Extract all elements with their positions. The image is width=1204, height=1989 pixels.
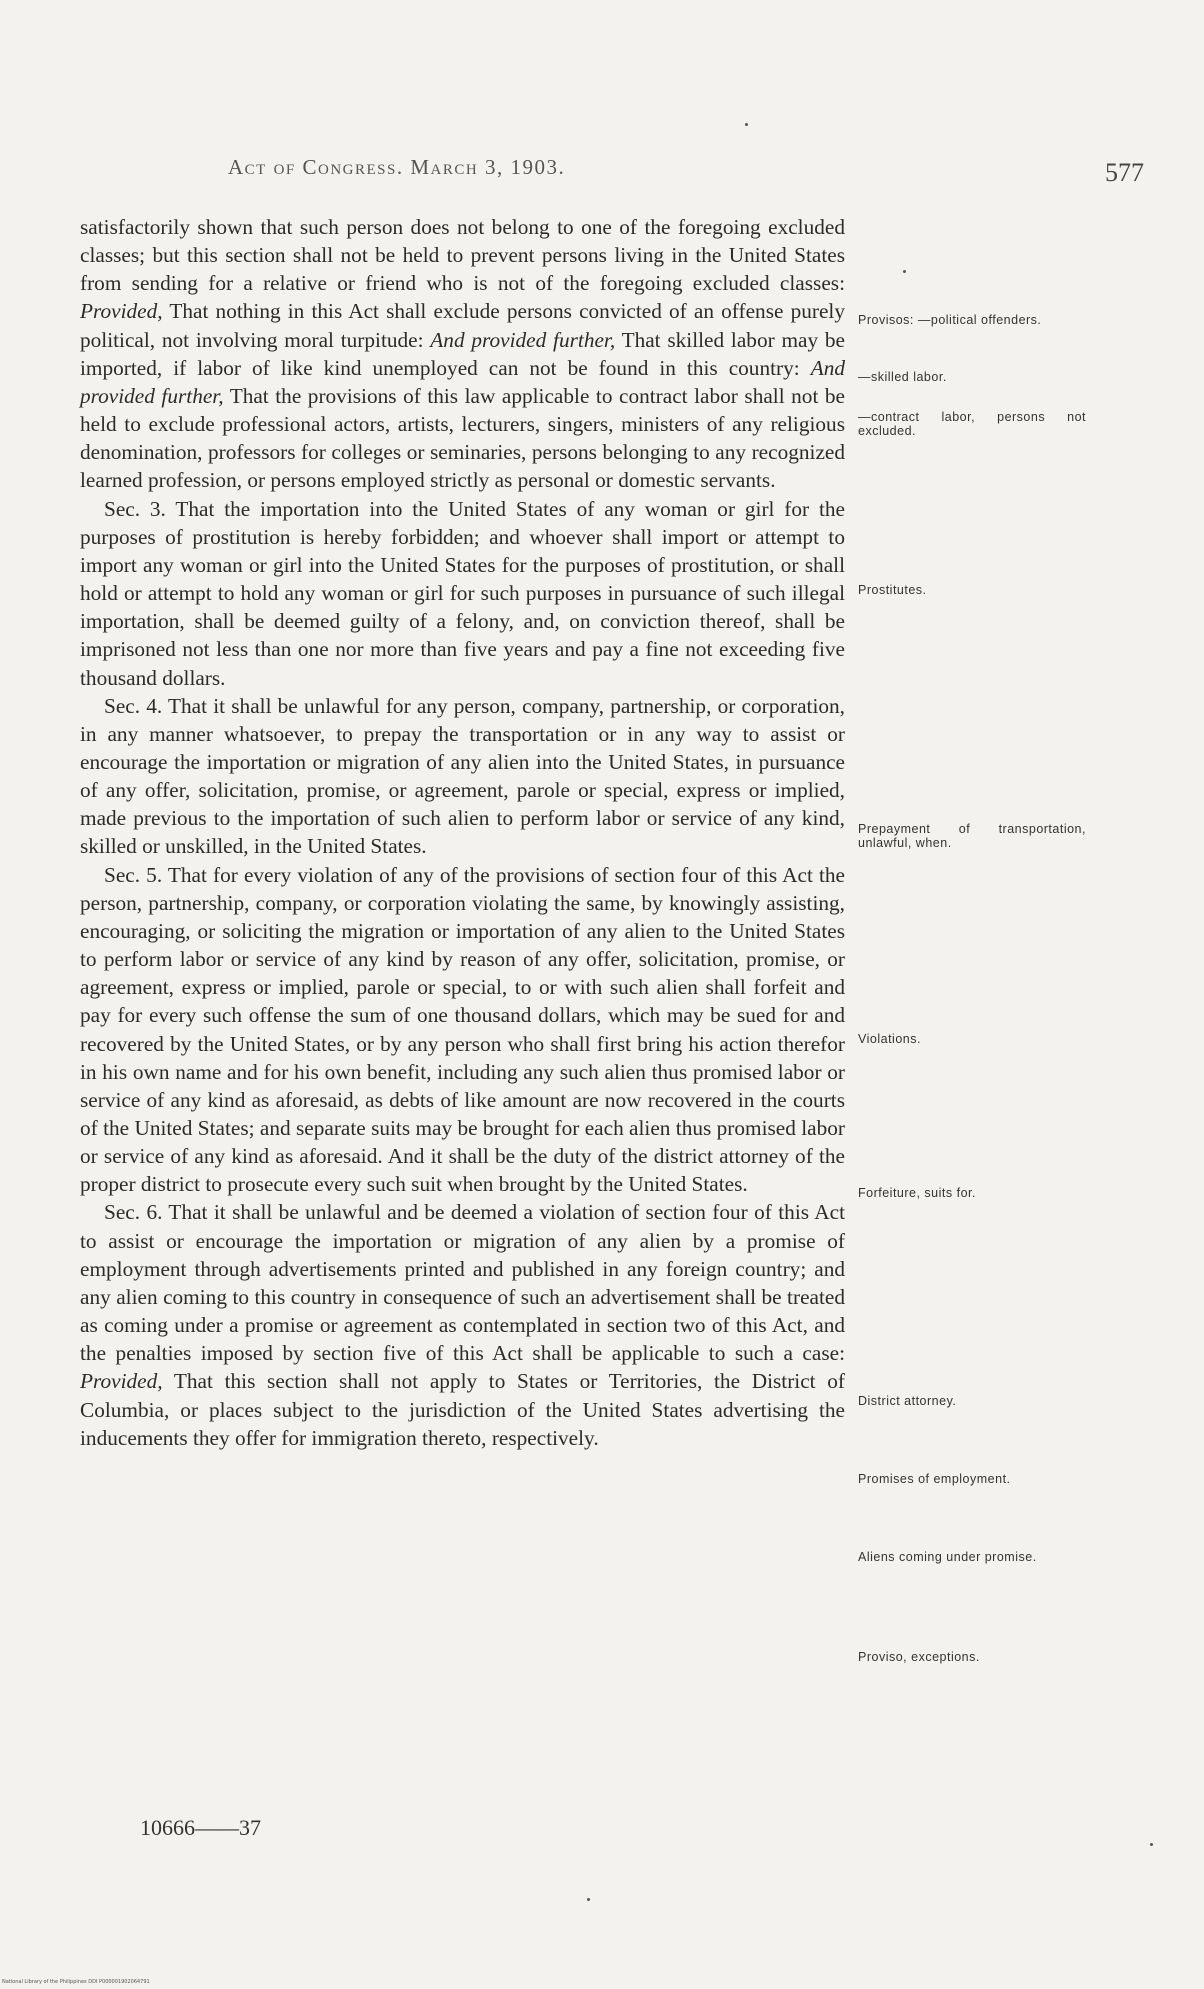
paragraph-provisos: satisfactorily shown that such person does not belong to one of the foregoing excluded classes; but this section shall not be held to prevent persons living in the United States from sending for a relative or friend who is not of the foregoing excluded classes: Provided, That nothing in this Act shall exclude persons convicted of an offense purely political, not involving moral turpitude: And provided further, That skilled labor may be imported, if labor of like kind unemployed can not be found in this country: And provided further, That the provisions of this law applicable to contract labor shall not be held to exclude professional actors, artists, lecturers, singers, ministers of any religious denomination, professors for colleges or seminaries, persons belonging to any recognized learned profession, or persons employed strictly as personal or domestic servants. [80,215,845,493]
margin-note-forfeiture: Forfeiture, suits for. [858,1186,976,1200]
section-4: Sec. 4. That it shall be unlawful for any person, company, partnership, or corporation, in any manner whatsoever, to prepay the transportation or in any way to assist or encourage the importation or migration of any alien into the United States, in pursuance of any offer, solicitation, promise, or agreement, parole or special, express or implied, made previous to the importation of such alien to perform labor or service of any kind, skilled or unskilled, in the United States. [80,693,845,859]
speck [745,123,748,126]
section-5: Sec. 5. That for every violation of any of the provisions of section four of this Act the person, partnership, company, or corporation violating the same, by knowingly assisting, encouraging, or soliciting the migration or importation of any alien to the United States to perform labor or service of any kind by reason of any offer, solicitation, promise, or agreement, express or implied, parole or special, to or with such alien shall forfeit and pay for every such offense the sum of one thousand dollars, which may be sued for and recovered by the United States, or by any person who shall first bring his action therefor in his own name and for his own benefit, including any such alien thus promised labor or service of any kind as aforesaid, as debts of like amount are now recovered in the courts of the United States; and separate suits may be brought for each alien thus promised labor or service of any kind as aforesaid. And it shall be the duty of the district attorney of the proper district to prosecute every such suit when brought by the United States. [80,862,845,1197]
margin-note-skilled-labor: —skilled labor. [858,370,947,384]
margin-note-promises: Promises of employment. [858,1472,1011,1486]
page-number: 577 [1105,158,1144,187]
margin-note-proviso-exceptions: Proviso, exceptions. [858,1650,980,1664]
speck [1150,1843,1153,1846]
margin-note-district-attorney: District attorney. [858,1394,957,1408]
section-3: Sec. 3. That the importation into the United States of any woman or girl for the purposes of prostitution is hereby forbidden; and whoever shall import or attempt to import any woman or girl into the United States for the purposes of prostitution, or shall hold or attempt to hold any woman or girl for such purposes in pursuance of such illegal importation, shall be deemed guilty of a felony, and, on conviction thereof, shall be imprisoned not less than one nor more than five years and pay a fine not exceeding five thousand dollars. [80,496,845,690]
margin-note-provisos: Provisos: —political offenders. [858,313,1042,327]
speck [903,270,906,273]
body-text [80,213,845,1452]
signature-mark: 10666——37 [140,1815,261,1840]
margin-note-contract-labor: —contract labor, persons not excluded. [858,410,1086,438]
margin-note-prepayment: Prepayment of transportation, unlawful, when. [858,822,1086,850]
footer-credit: National Library of the Philippines DDI P000001902064791 [2,1979,150,1985]
speck [587,1898,590,1901]
margin-note-violations: Violations. [858,1032,921,1046]
running-head: Act of Congress. March 3, 1903. [228,155,566,179]
margin-note-aliens: Aliens coming under promise. [858,1550,1037,1564]
section-6: Sec. 6. That it shall be unlawful and be deemed a violation of section four of this Act to assist or encourage the importation or migration of any alien by a promise of employment through advertisements printed and published in any foreign country; and any alien coming to this country in consequence of such an advertisement shall be treated as coming under a promise or agreement as contemplated in section two of this Act, and the penalties imposed by section five of this Act shall be applicable to such a case: Provided, That this section shall not apply to States or Territories, the District of Columbia, or places subject to the jurisdiction of the United States advertising the inducements they offer for immigration thereto, respectively. [80,1200,845,1450]
margin-note-prostitutes: Prostitutes. [858,583,927,597]
